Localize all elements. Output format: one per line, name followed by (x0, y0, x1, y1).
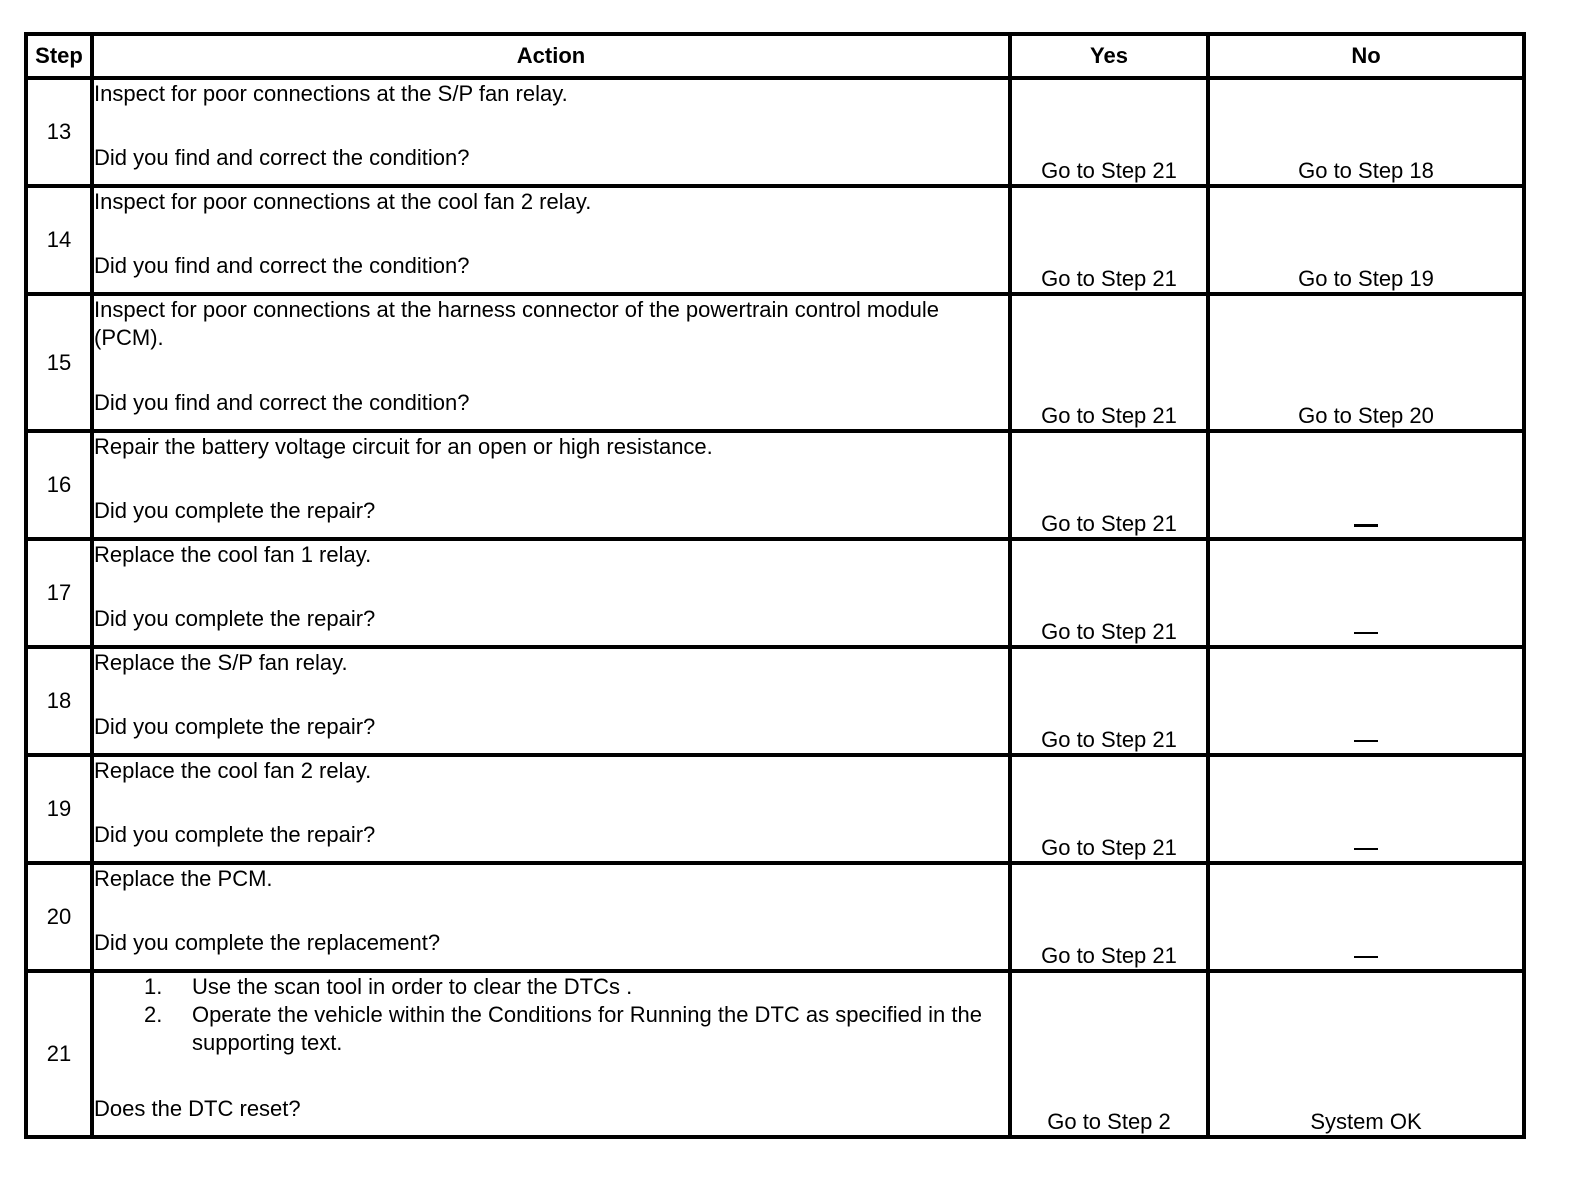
header-action: Action (92, 34, 1010, 78)
action-cell (92, 539, 1010, 647)
header-no: No (1208, 34, 1524, 78)
step-number: 17 (26, 539, 92, 647)
substep-item: Use the scan tool in order to clear the DTCs . (192, 974, 633, 999)
step-number: 18 (26, 647, 92, 755)
table-row (26, 78, 1524, 186)
table-row (26, 294, 1524, 431)
action-cell (92, 755, 1010, 863)
action-text: Replace the S/P fan relay. (94, 650, 348, 675)
action-question: Did you complete the repair? (94, 498, 376, 523)
table-row (26, 971, 1524, 1137)
table-row (26, 647, 1524, 755)
action-text: Inspect for poor connections at the cool fan 2 relay. (94, 189, 592, 214)
yes-result: Go to Step 21 (1010, 186, 1208, 294)
action-question: Did you find and correct the condition? (94, 390, 470, 415)
dash-placeholder (1354, 632, 1378, 634)
action-cell (92, 78, 1010, 186)
action-question: Did you find and correct the condition? (94, 253, 470, 278)
step-number: 16 (26, 431, 92, 539)
dash-placeholder (1354, 740, 1378, 742)
no-result (1208, 755, 1524, 863)
yes-result: Go to Step 21 (1010, 431, 1208, 539)
dash-placeholder (1354, 956, 1378, 958)
header-row (26, 34, 1524, 78)
action-text: Repair the battery voltage circuit for an open or high resistance. (94, 434, 713, 459)
yes-result: Go to Step 2 (1010, 971, 1208, 1137)
yes-result: Go to Step 21 (1010, 78, 1208, 186)
action-question: Did you complete the repair? (94, 606, 376, 631)
action-cell (92, 431, 1010, 539)
action-cell (92, 971, 1010, 1137)
action-question: Did you complete the repair? (94, 822, 376, 847)
table-row (26, 755, 1524, 863)
action-text: Replace the PCM. (94, 866, 273, 891)
no-result (1208, 539, 1524, 647)
step-number: 13 (26, 78, 92, 186)
action-text: Inspect for poor connections at the harness connector of the powertrain control module (PCM). (94, 297, 940, 350)
no-result (1208, 863, 1524, 971)
table-row (26, 539, 1524, 647)
no-result: Go to Step 20 (1208, 294, 1524, 431)
header-yes: Yes (1010, 34, 1208, 78)
yes-result: Go to Step 21 (1010, 539, 1208, 647)
header-step: Step (26, 34, 92, 78)
yes-result: Go to Step 21 (1010, 863, 1208, 971)
dash-placeholder (1354, 848, 1378, 850)
no-result (1208, 647, 1524, 755)
action-text: Replace the cool fan 2 relay. (94, 758, 372, 783)
no-result: Go to Step 19 (1208, 186, 1524, 294)
step-number: 14 (26, 186, 92, 294)
step-number: 15 (26, 294, 92, 431)
step-number: 20 (26, 863, 92, 971)
table-row (26, 863, 1524, 971)
action-question: Does the DTC reset? (94, 1096, 301, 1121)
dash-placeholder (1354, 524, 1378, 527)
action-cell (92, 647, 1010, 755)
substep-list (94, 973, 1008, 1057)
action-text: Inspect for poor connections at the S/P fan relay. (94, 81, 568, 106)
step-number: 19 (26, 755, 92, 863)
action-text: Replace the cool fan 1 relay. (94, 542, 372, 567)
action-cell (92, 294, 1010, 431)
action-question: Did you complete the replacement? (94, 930, 441, 955)
table-row (26, 186, 1524, 294)
action-question: Did you find and correct the condition? (94, 145, 470, 170)
no-result: Go to Step 18 (1208, 78, 1524, 186)
yes-result: Go to Step 21 (1010, 647, 1208, 755)
diagnostic-table (24, 32, 1526, 1139)
yes-result: Go to Step 21 (1010, 755, 1208, 863)
no-result: System OK (1208, 971, 1524, 1137)
yes-result: Go to Step 21 (1010, 294, 1208, 431)
action-question: Did you complete the repair? (94, 714, 376, 739)
action-cell (92, 186, 1010, 294)
substep-item: Operate the vehicle within the Conditions for Running the DTC as specified in the supporting text. (192, 1002, 982, 1055)
action-cell (92, 863, 1010, 971)
table-row (26, 431, 1524, 539)
step-number: 21 (26, 971, 92, 1137)
no-result (1208, 431, 1524, 539)
